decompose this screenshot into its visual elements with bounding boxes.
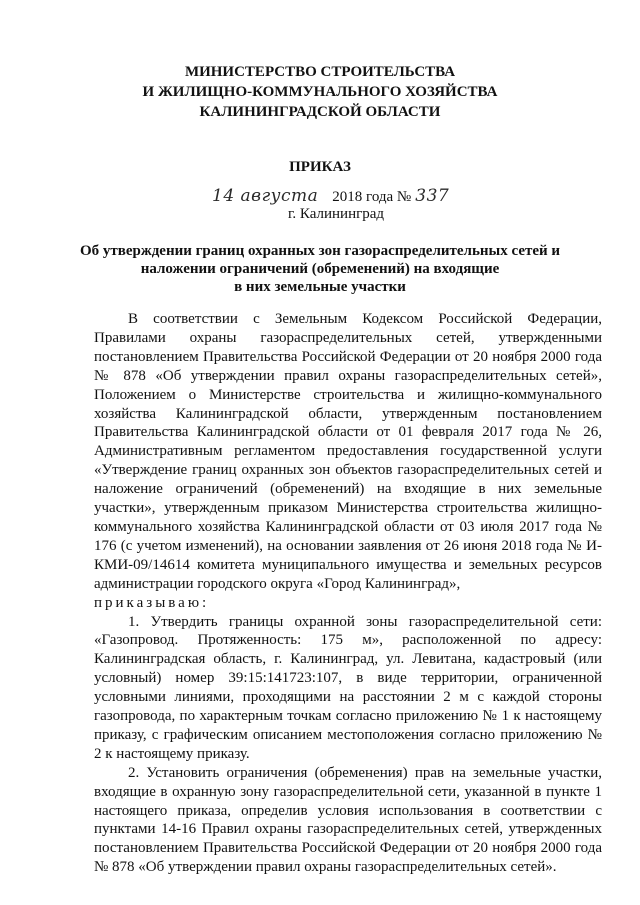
handwritten-order-number: 337 bbox=[415, 186, 450, 206]
handwritten-date: 14 августа bbox=[212, 186, 319, 206]
order-body bbox=[94, 310, 602, 877]
preamble-text: В соответствии с Земельным Кодексом Российской Федерации, Правилами охраны газораспределительных сетей, утвержденными постановлением Правительства Российской Федерации от 20 ноября 2000 года № 878 «Об утверждении правил охраны газораспределительных сетей», Положением о Министерстве строительства и жилищно-коммунального хозяйства Калининградской области, утвержденным постановлением Правительства Калининградской области от 01 февраля 2017 года № 26, Административным регламентом предоставления государственной услуги «Утверждение границ охранных зон объектов газораспределительных сетей и наложение ограничений (обременений) на входящие в них земельные участки», утвержденным приказом Министерства строительства жилищно-коммунального хозяйства Калининградской области от 03 июля 2017 года № 176 (с учетом изменений), на основании заявления от 26 июня 2018 года № И-КМИ-09/14614 комитета муниципального имущества и земельных ресурсов администрации городского округа «Город Калининград», bbox=[94, 311, 602, 592]
ministry-line-3: КАЛИНИНГРАДСКОЙ ОБЛАСТИ bbox=[199, 104, 441, 120]
ministry-line-2: И ЖИЛИЩНО-КОММУНАЛЬНОГО ХОЗЯЙСТВА bbox=[142, 84, 498, 100]
subject-line-2: наложении ограничений (обременений) на входящие bbox=[140, 261, 500, 277]
preamble-paragraph bbox=[94, 310, 602, 613]
order-subject bbox=[0, 242, 640, 296]
printed-date: 2018 года № bbox=[332, 189, 412, 205]
order-title: ПРИКАЗ bbox=[289, 159, 351, 175]
subject-line-3: в них земельные участки bbox=[234, 279, 406, 295]
order-city: г. Калининград bbox=[287, 206, 385, 222]
subject-line-1: Об утверждении границ охранных зон газораспределительных сетей и bbox=[79, 243, 561, 259]
ministry-header bbox=[0, 62, 640, 122]
item-1-paragraph: 1. Утвердить границы охранной зоны газораспределительной сети: «Газопровод. Протяженность: 175 м», расположенной по адресу: Калининградская область, г. Калининград, ул. Левитана, кадастровый (или условный) номер 39:15:141723:107, в виде территории, ограниченной условными линиями, проходящими на расстоянии 2 м с каждой стороны газопровода, по характерным точкам согласно приложению № 1 к настоящему приказу, с графическим описанием местоположения согласно приложению № 2 к настоящему приказу. bbox=[94, 613, 602, 762]
order-word: приказываю: bbox=[94, 594, 210, 611]
ministry-line-1: МИНИСТЕРСТВО СТРОИТЕЛЬСТВА bbox=[184, 64, 456, 80]
item-2-paragraph: 2. Установить ограничения (обременения) прав на земельные участки, входящие в охранную зону газораспределительной сети, указанной в пункте 1 настоящего приказа, определив условия использования в соответствии с пунктами 14-16 Правил охраны газораспределительных сетей, утвержденных постановлением Правительства Российской Федерации от 20 ноября 2000 года № 878 «Об утверждении правил охраны газораспределительных сетей». bbox=[94, 764, 602, 876]
